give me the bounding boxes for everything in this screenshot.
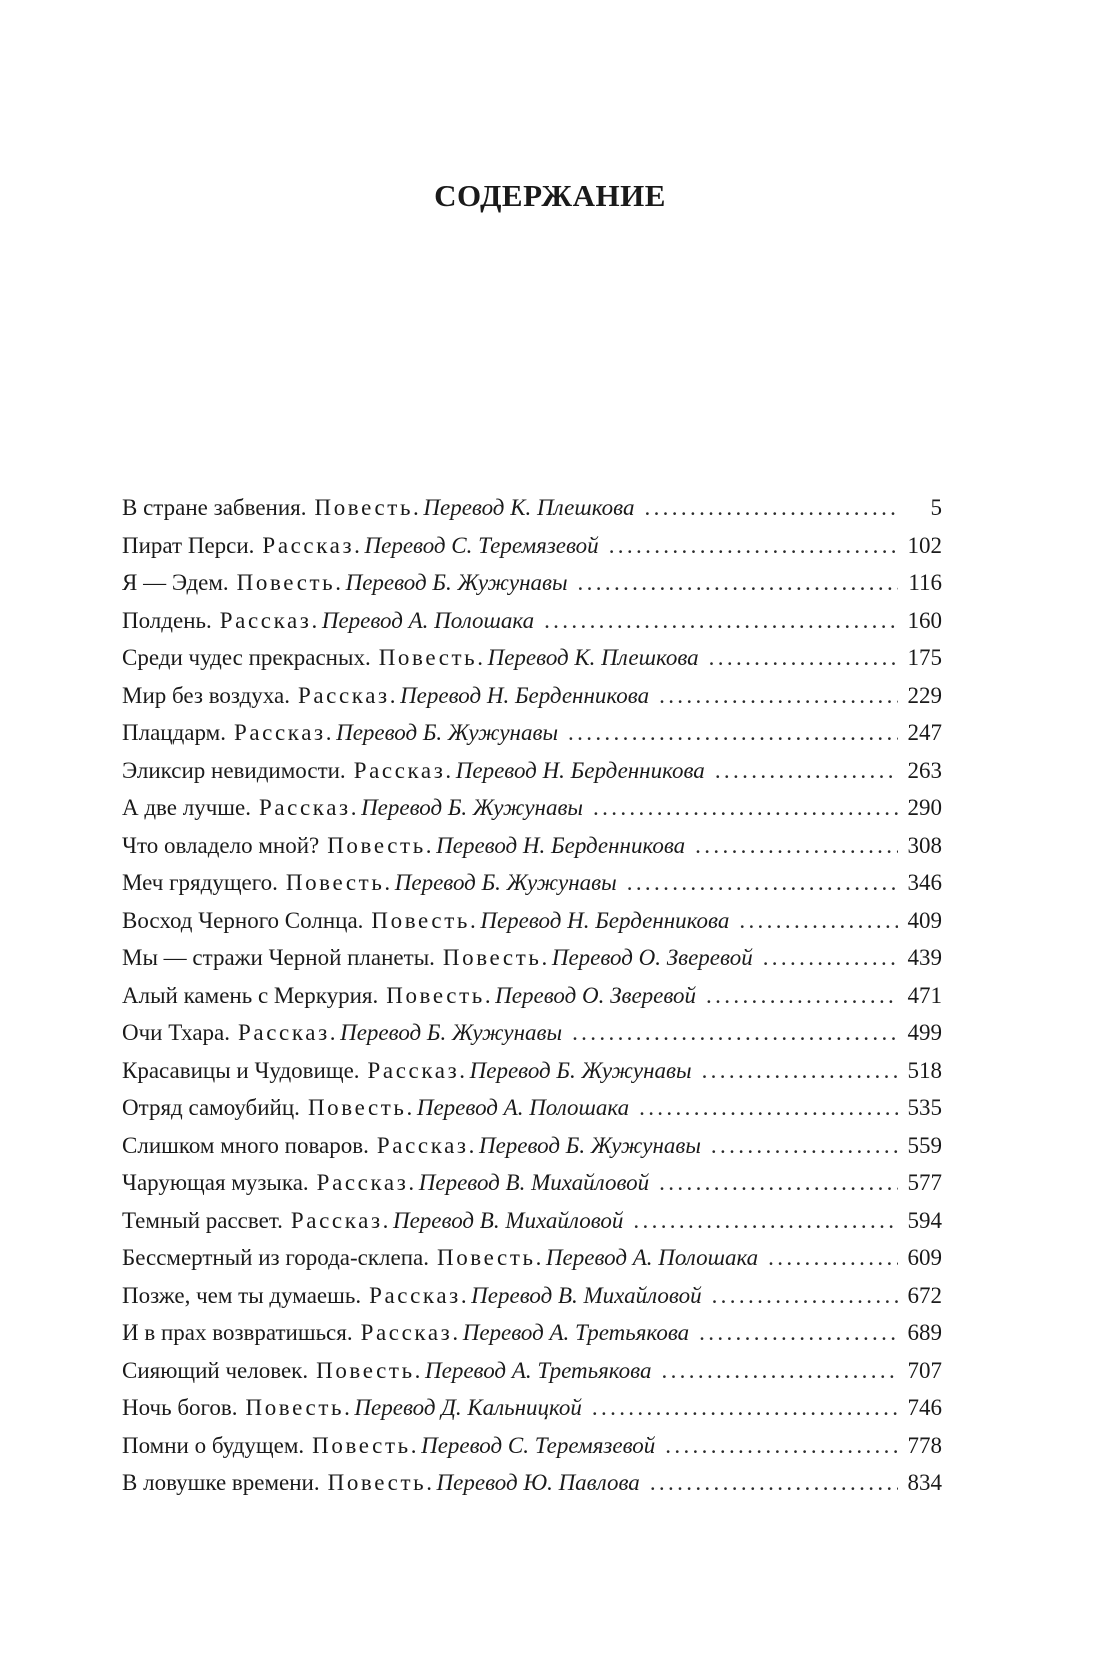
- toc-entry-kind: Рассказ.: [367, 1057, 468, 1083]
- dot-leader: [609, 527, 898, 565]
- toc-entry-translator: Перевод Б. Жужунавы: [340, 1020, 563, 1045]
- dot-leader: [659, 1164, 898, 1202]
- toc-entry-page: 175: [907, 645, 942, 670]
- dot-leader: [639, 1089, 898, 1127]
- toc-entry-title: Темный рассвет.: [122, 1207, 283, 1233]
- toc-entry-title: Бессмертный из города-склепа.: [122, 1245, 429, 1270]
- toc-entry-title: Эликсир невидимости.: [122, 757, 346, 783]
- dot-leader: [699, 1314, 898, 1352]
- toc-entry-kind: Повесть.: [312, 1432, 420, 1458]
- dot-leader: [661, 1352, 898, 1390]
- toc-entry-translator: Перевод К. Плешкова: [423, 495, 635, 520]
- toc-entry: [122, 639, 942, 677]
- toc-entry-page: 707: [907, 1357, 942, 1383]
- page-title: СОДЕРЖАНИЕ: [434, 178, 666, 213]
- toc-entry-translator: Перевод Н. Берденникова: [480, 907, 730, 933]
- dot-leader: [659, 677, 898, 715]
- toc-entry-kind: Повесть.: [236, 570, 344, 595]
- toc-entry-translator: Перевод Н. Берденникова: [436, 832, 686, 858]
- table-of-contents: [122, 489, 942, 1502]
- dot-leader: [592, 1389, 898, 1427]
- toc-entry-title: Позже, чем ты думаешь.: [122, 1282, 362, 1308]
- toc-entry-kind: Рассказ.: [360, 1320, 461, 1345]
- toc-entry-title: Отряд самоубийц.: [122, 1095, 300, 1120]
- toc-entry: [122, 1014, 942, 1052]
- toc-entry: [122, 677, 942, 715]
- dot-leader: [665, 1427, 898, 1465]
- toc-entry-kind: Повесть.: [386, 982, 494, 1008]
- toc-entry-title: Алый камень с Меркурия.: [122, 982, 379, 1008]
- toc-entry-translator: Перевод В. Михайловой: [471, 1282, 702, 1308]
- dot-leader: [706, 977, 898, 1015]
- toc-entry-page: 439: [907, 945, 942, 970]
- toc-entry-translator: Перевод С. Теремязевой: [364, 532, 599, 558]
- toc-entry-page: 116: [908, 570, 942, 595]
- toc-entry-translator: Перевод К. Плешкова: [487, 645, 699, 670]
- toc-entry-title: И в прах возвратишься.: [122, 1320, 353, 1345]
- toc-entry: [122, 1052, 942, 1090]
- dot-leader: [544, 602, 898, 640]
- toc-entry: [122, 1239, 942, 1277]
- toc-entry-kind: Рассказ.: [262, 532, 363, 558]
- toc-entry-translator: Перевод Б. Жужунавы: [336, 720, 559, 745]
- toc-entry-page: 577: [907, 1170, 942, 1195]
- dot-leader: [633, 1202, 898, 1240]
- toc-entry-page: 308: [907, 832, 942, 858]
- dot-leader: [650, 1464, 898, 1502]
- toc-entry-translator: Перевод О. Зверевой: [551, 945, 753, 970]
- toc-entry: [122, 977, 942, 1015]
- toc-entry-title: Полдень.: [122, 607, 212, 633]
- toc-entry-title: Мир без воздуха.: [122, 682, 290, 708]
- toc-entry-title: Что овладело мной?: [122, 832, 320, 858]
- toc-entry-page: 778: [907, 1432, 942, 1458]
- toc-entry-page: 834: [907, 1470, 942, 1495]
- toc-entry: [122, 564, 942, 602]
- toc-entry-title: Плацдарм.: [122, 720, 226, 745]
- toc-entry-title: Среди чудес прекрасных.: [122, 645, 371, 670]
- toc-entry-title: А две лучше.: [122, 795, 251, 820]
- toc-entry: [122, 527, 942, 565]
- dot-leader: [711, 1127, 898, 1165]
- toc-entry-translator: Перевод О. Зверевой: [495, 982, 697, 1008]
- toc-entry-kind: Повесть.: [285, 870, 393, 895]
- toc-entry-page: 290: [907, 795, 942, 820]
- toc-entry-page: 594: [907, 1207, 942, 1233]
- toc-entry-translator: Перевод А. Полошака: [545, 1245, 759, 1270]
- toc-entry: [122, 1164, 942, 1202]
- toc-entry-title: Чарующая музыка.: [122, 1170, 309, 1195]
- toc-entry-kind: Повесть.: [371, 907, 479, 933]
- dot-leader: [768, 1239, 898, 1277]
- dot-leader: [739, 902, 898, 940]
- toc-entry-kind: Повесть.: [442, 945, 550, 970]
- toc-entry-title: Меч грядущего.: [122, 870, 278, 895]
- toc-entry-translator: Перевод А. Третьякова: [462, 1320, 690, 1345]
- toc-entry-kind: Рассказ.: [238, 1020, 339, 1045]
- toc-entry-translator: Перевод Б. Жужунавы: [469, 1057, 692, 1083]
- toc-entry-translator: Перевод Б. Жужунавы: [478, 1132, 701, 1158]
- toc-entry: [122, 489, 942, 527]
- toc-entry-page: 609: [907, 1245, 942, 1270]
- dot-leader: [702, 1052, 898, 1090]
- toc-entry-kind: Повесть.: [327, 1470, 435, 1495]
- toc-entry-page: 346: [907, 870, 942, 895]
- toc-entry-page: 746: [907, 1395, 942, 1420]
- toc-entry-kind: Повесть.: [316, 1357, 424, 1383]
- toc-entry-title: Пират Перси.: [122, 532, 255, 558]
- toc-entry-translator: Перевод Н. Берденникова: [455, 757, 705, 783]
- toc-entry-kind: Повесть.: [327, 832, 435, 858]
- dot-leader: [763, 939, 898, 977]
- toc-entry-page: 672: [907, 1282, 942, 1308]
- toc-entry-title: Помни о будущем.: [122, 1432, 305, 1458]
- toc-entry-kind: Рассказ.: [376, 1132, 477, 1158]
- toc-entry-page: 518: [907, 1057, 942, 1083]
- toc-entry-page: 247: [907, 720, 942, 745]
- toc-entry: [122, 864, 942, 902]
- toc-entry-page: 409: [907, 907, 942, 933]
- dot-leader: [568, 714, 898, 752]
- toc-entry-translator: Перевод Д. Кальницкой: [354, 1395, 582, 1420]
- dot-leader: [572, 1014, 898, 1052]
- toc-entry-title: Мы — стражи Черной планеты.: [122, 945, 435, 970]
- toc-entry-kind: Рассказ.: [353, 757, 454, 783]
- dot-leader: [712, 1277, 898, 1315]
- toc-entry-translator: Перевод Б. Жужунавы: [394, 870, 617, 895]
- dot-leader: [644, 489, 898, 527]
- toc-entry: [122, 789, 942, 827]
- toc-entry: [122, 1464, 942, 1502]
- toc-entry-page: 471: [907, 982, 942, 1008]
- toc-entry-kind: Рассказ.: [369, 1282, 470, 1308]
- toc-entry: [122, 1277, 942, 1315]
- toc-entry-title: Красавицы и Чудовище.: [122, 1057, 360, 1083]
- toc-entry-translator: Перевод Ю. Павлова: [436, 1470, 640, 1495]
- toc-entry: [122, 1352, 942, 1390]
- toc-entry-kind: Повесть.: [314, 495, 422, 520]
- toc-entry-translator: Перевод А. Полошака: [321, 607, 535, 633]
- toc-entry: [122, 1127, 942, 1165]
- toc-entry-title: В ловушке времени.: [122, 1470, 320, 1495]
- toc-entry-title: В стране забвения.: [122, 495, 307, 520]
- toc-entry-kind: Рассказ.: [219, 607, 320, 633]
- toc-entry: [122, 1202, 942, 1240]
- toc-entry: [122, 714, 942, 752]
- toc-entry-title: Восход Черного Солнца.: [122, 907, 364, 933]
- toc-entry-page: 263: [907, 757, 942, 783]
- toc-entry-translator: Перевод Б. Жужунавы: [361, 795, 584, 820]
- toc-entry-translator: Перевод А. Полошака: [416, 1095, 630, 1120]
- toc-entry: [122, 1314, 942, 1352]
- toc-entry-page: 559: [907, 1132, 942, 1158]
- toc-entry-page: 499: [907, 1020, 942, 1045]
- toc-entry-kind: Рассказ.: [297, 682, 399, 708]
- dot-leader: [715, 752, 898, 790]
- toc-entry: [122, 939, 942, 977]
- toc-entry-kind: Повесть.: [307, 1095, 415, 1120]
- toc-entry: [122, 1389, 942, 1427]
- toc-entry-kind: Повесть.: [245, 1395, 353, 1420]
- dot-leader: [578, 564, 898, 602]
- toc-entry: [122, 752, 942, 790]
- toc-entry: [122, 902, 942, 940]
- toc-entry-translator: Перевод Н. Берденникова: [400, 682, 650, 708]
- toc-entry-kind: Повесть.: [437, 1245, 544, 1270]
- toc-entry-page: 102: [907, 532, 942, 558]
- toc-entry-page: 535: [907, 1095, 942, 1120]
- toc-entry-translator: Перевод Б. Жужунавы: [345, 570, 568, 595]
- toc-entry-translator: Перевод В. Михайловой: [418, 1170, 650, 1195]
- toc-entry-kind: Рассказ.: [233, 720, 335, 745]
- toc-entry-translator: Перевод С. Теремязевой: [421, 1432, 656, 1458]
- toc-entry-page: 689: [907, 1320, 942, 1345]
- toc-entry: [122, 1427, 942, 1465]
- toc-entry: [122, 1089, 942, 1127]
- toc-entry-title: Сияющий человек.: [122, 1357, 309, 1383]
- dot-leader: [695, 827, 898, 865]
- toc-entry-kind: Рассказ.: [316, 1170, 417, 1195]
- toc-entry-title: Очи Тхара.: [122, 1020, 231, 1045]
- dot-leader: [627, 864, 898, 902]
- dot-leader: [709, 639, 898, 677]
- toc-entry-kind: Рассказ.: [258, 795, 360, 820]
- toc-entry-page: 5: [930, 495, 942, 520]
- toc-entry-title: Я — Эдем.: [122, 570, 229, 595]
- toc-entry-page: 229: [907, 682, 942, 708]
- toc-entry-title: Слишком много поваров.: [122, 1132, 369, 1158]
- toc-entry-title: Ночь богов.: [122, 1395, 238, 1420]
- toc-entry-translator: Перевод А. Третьякова: [425, 1357, 652, 1383]
- toc-entry: [122, 602, 942, 640]
- dot-leader: [593, 789, 898, 827]
- toc-entry-page: 160: [907, 607, 942, 633]
- toc-entry-kind: Рассказ.: [290, 1207, 391, 1233]
- toc-entry-kind: Повесть.: [378, 645, 486, 670]
- toc-entry-translator: Перевод В. Михайловой: [392, 1207, 624, 1233]
- toc-entry: [122, 827, 942, 865]
